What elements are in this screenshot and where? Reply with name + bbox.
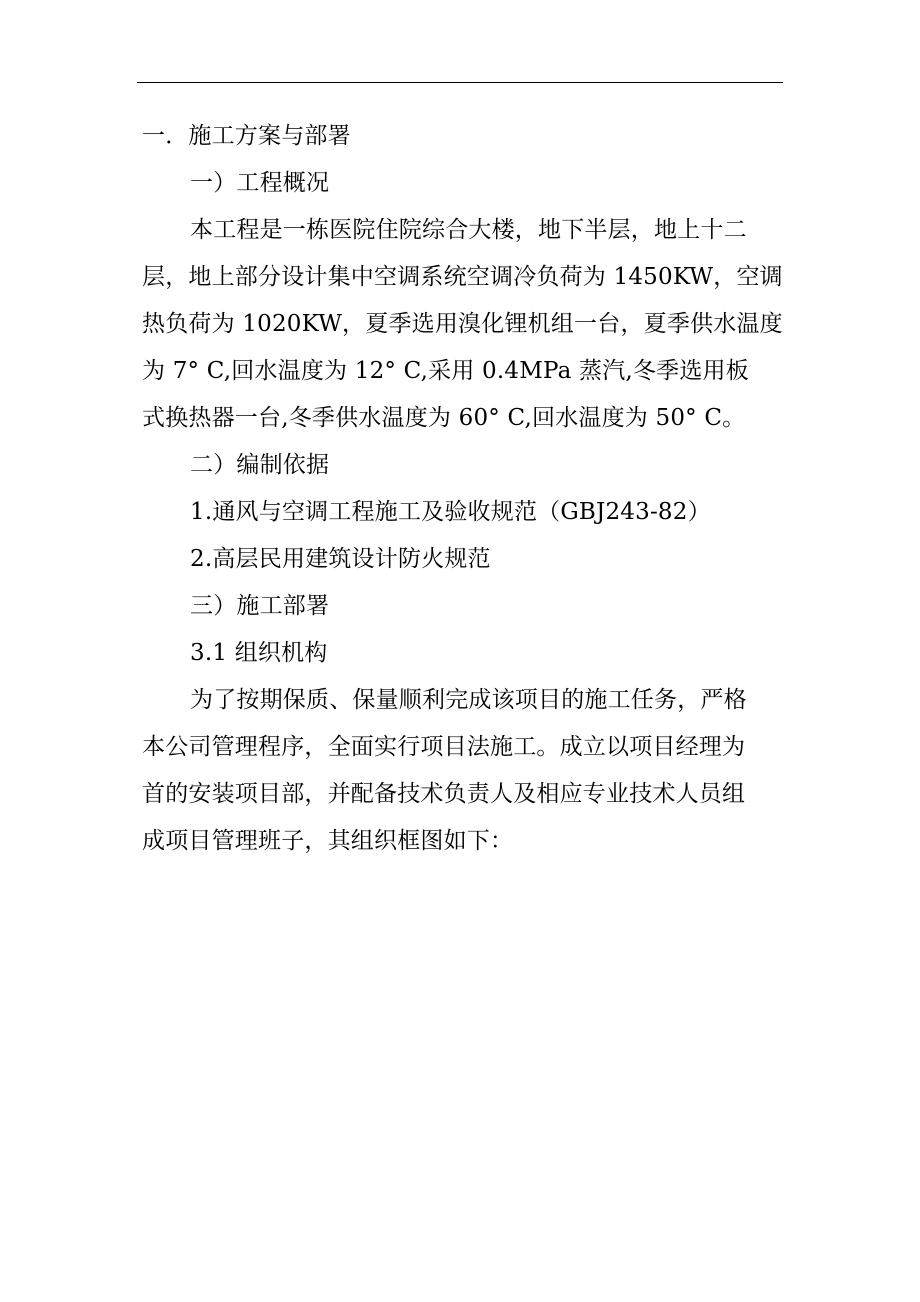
section-3-heading: 三）施工部署 (190, 593, 330, 619)
section-3-subheading: 3.1 组织机构 (190, 640, 328, 666)
section-1-paragraph-line: 本工程是一栋医院住院综合大楼，地下半层，地上十二 (190, 217, 747, 243)
section-3-paragraph-line: 为了按期保质、保量顺利完成该项目的施工任务，严格 (190, 687, 747, 713)
section-1-paragraph-line: 式换热器一台,冬季供水温度为 60° C,回水温度为 50° C。 (142, 405, 746, 431)
section-3-paragraph-line: 首的安装项目部，并配备技术负责人及相应专业技术人员组 (142, 781, 746, 807)
section-2-heading: 二）编制依据 (190, 452, 330, 478)
section-1-paragraph-line: 热负荷为 1020KW，夏季选用溴化锂机组一台，夏季供水温度 (142, 311, 783, 337)
section-1-paragraph-line: 层，地上部分设计集中空调系统空调冷负荷为 1450KW，空调 (142, 264, 783, 290)
section-2-list-item: 1.通风与空调工程施工及验收规范（GBJ243-82） (190, 499, 711, 525)
section-3-paragraph-line: 本公司管理程序，全面实行项目法施工。成立以项目经理为 (142, 734, 746, 760)
section-2-list-item: 2.高层民用建筑设计防火规范 (190, 546, 491, 572)
section-1-heading: 一）工程概况 (190, 170, 330, 196)
section-1-paragraph-line: 为 7° C,回水温度为 12° C,采用 0.4MPa 蒸汽,冬季选用板 (142, 358, 749, 384)
section-3-paragraph-line: 成项目管理班子，其组织框图如下： (142, 828, 514, 854)
heading-1: 一．施工方案与部署 (142, 123, 351, 149)
header-divider (137, 82, 783, 83)
document-body (142, 113, 782, 865)
